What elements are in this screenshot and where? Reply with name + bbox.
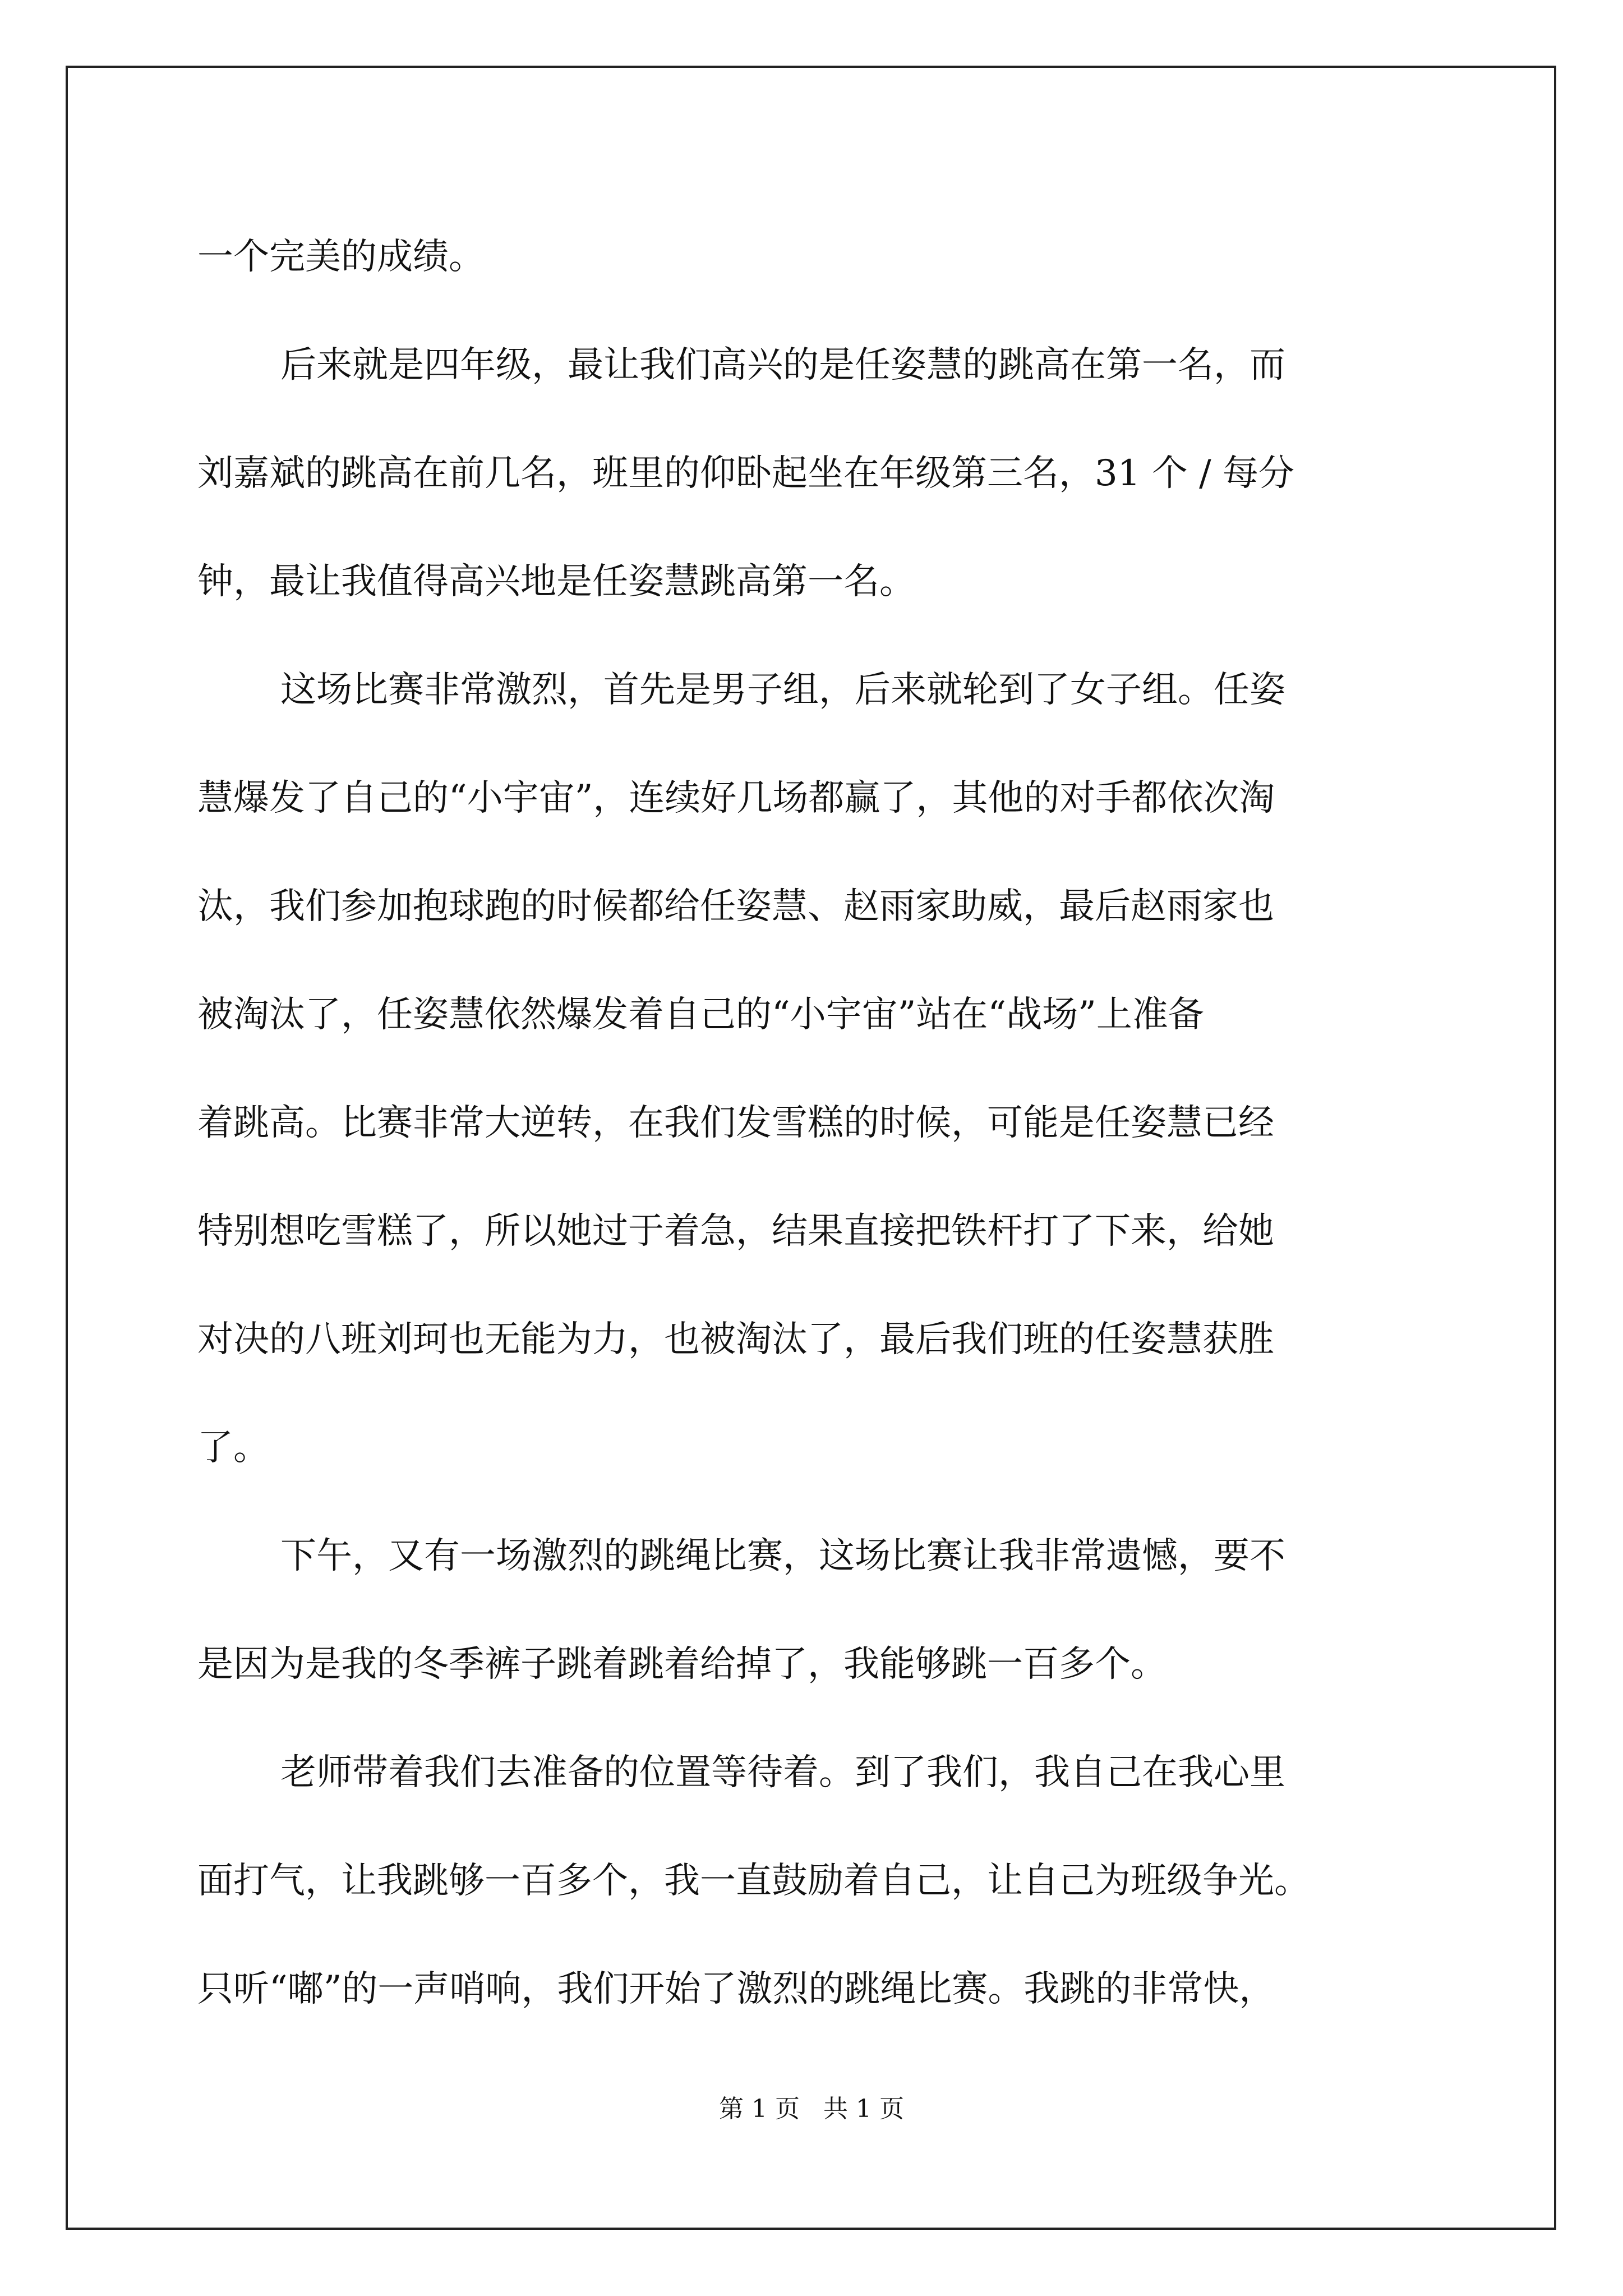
page-number: 第 1 页 [719, 2095, 800, 2123]
text-line: 慧爆发了自己的“小宇宙”，连续好几场都赢了，其他的对手都依次淘 [197, 777, 1275, 819]
paragraph-start-line: 后来就是四年级，最让我们高兴的是任姿慧的跳高在第一名，而 [280, 344, 1285, 386]
paragraph-start-line: 下午，又有一场激烈的跳绳比赛，这场比赛让我非常遗憾，要不 [280, 1535, 1285, 1577]
text-line: 只听“嘟”的一声哨响，我们开始了激烈的跳绳比赛。我跳的非常快， [197, 1968, 1275, 2010]
text-line: 面打气，让我跳够一百多个，我一直鼓励着自己，让自己为班级争光。 [197, 1860, 1310, 1902]
text-line: 一个完美的成绩。 [197, 236, 485, 278]
text-line: 被淘汰了，任姿慧依然爆发着自己的“小宇宙”站在“战场”上准备 [197, 994, 1204, 1036]
paragraph-start-line: 这场比赛非常激烈，首先是男子组，后来就轮到了女子组。任姿 [280, 669, 1285, 711]
page-footer [0, 2092, 1623, 2126]
text-line: 钟，最让我值得高兴地是任姿慧跳高第一名。 [197, 561, 915, 602]
paragraph-start-line: 老师带着我们去准备的位置等待着。到了我们，我自己在我心里 [280, 1752, 1285, 1793]
document-body [197, 203, 1426, 2044]
text-line: 了。 [197, 1427, 269, 1469]
text-line: 对决的八班刘珂也无能为力，也被淘汰了，最后我们班的任姿慧获胜 [197, 1319, 1274, 1360]
text-line: 刘嘉斌的跳高在前几名，班里的仰卧起坐在年级第三名，31 个 / 每分 [197, 453, 1295, 494]
page-total: 共 1 页 [823, 2095, 904, 2123]
text-line: 是因为是我的冬季裤子跳着跳着给掉了，我能够跳一百多个。 [197, 1644, 1166, 1685]
text-line: 特别想吃雪糕了，所以她过于着急，结果直接把铁杆打了下来，给她 [197, 1211, 1274, 1252]
text-line: 汰，我们参加抱球跑的时候都给任姿慧、赵雨家助威，最后赵雨家也 [197, 886, 1274, 927]
text-line: 着跳高。比赛非常大逆转，在我们发雪糕的时候，可能是任姿慧已经 [197, 1102, 1274, 1144]
